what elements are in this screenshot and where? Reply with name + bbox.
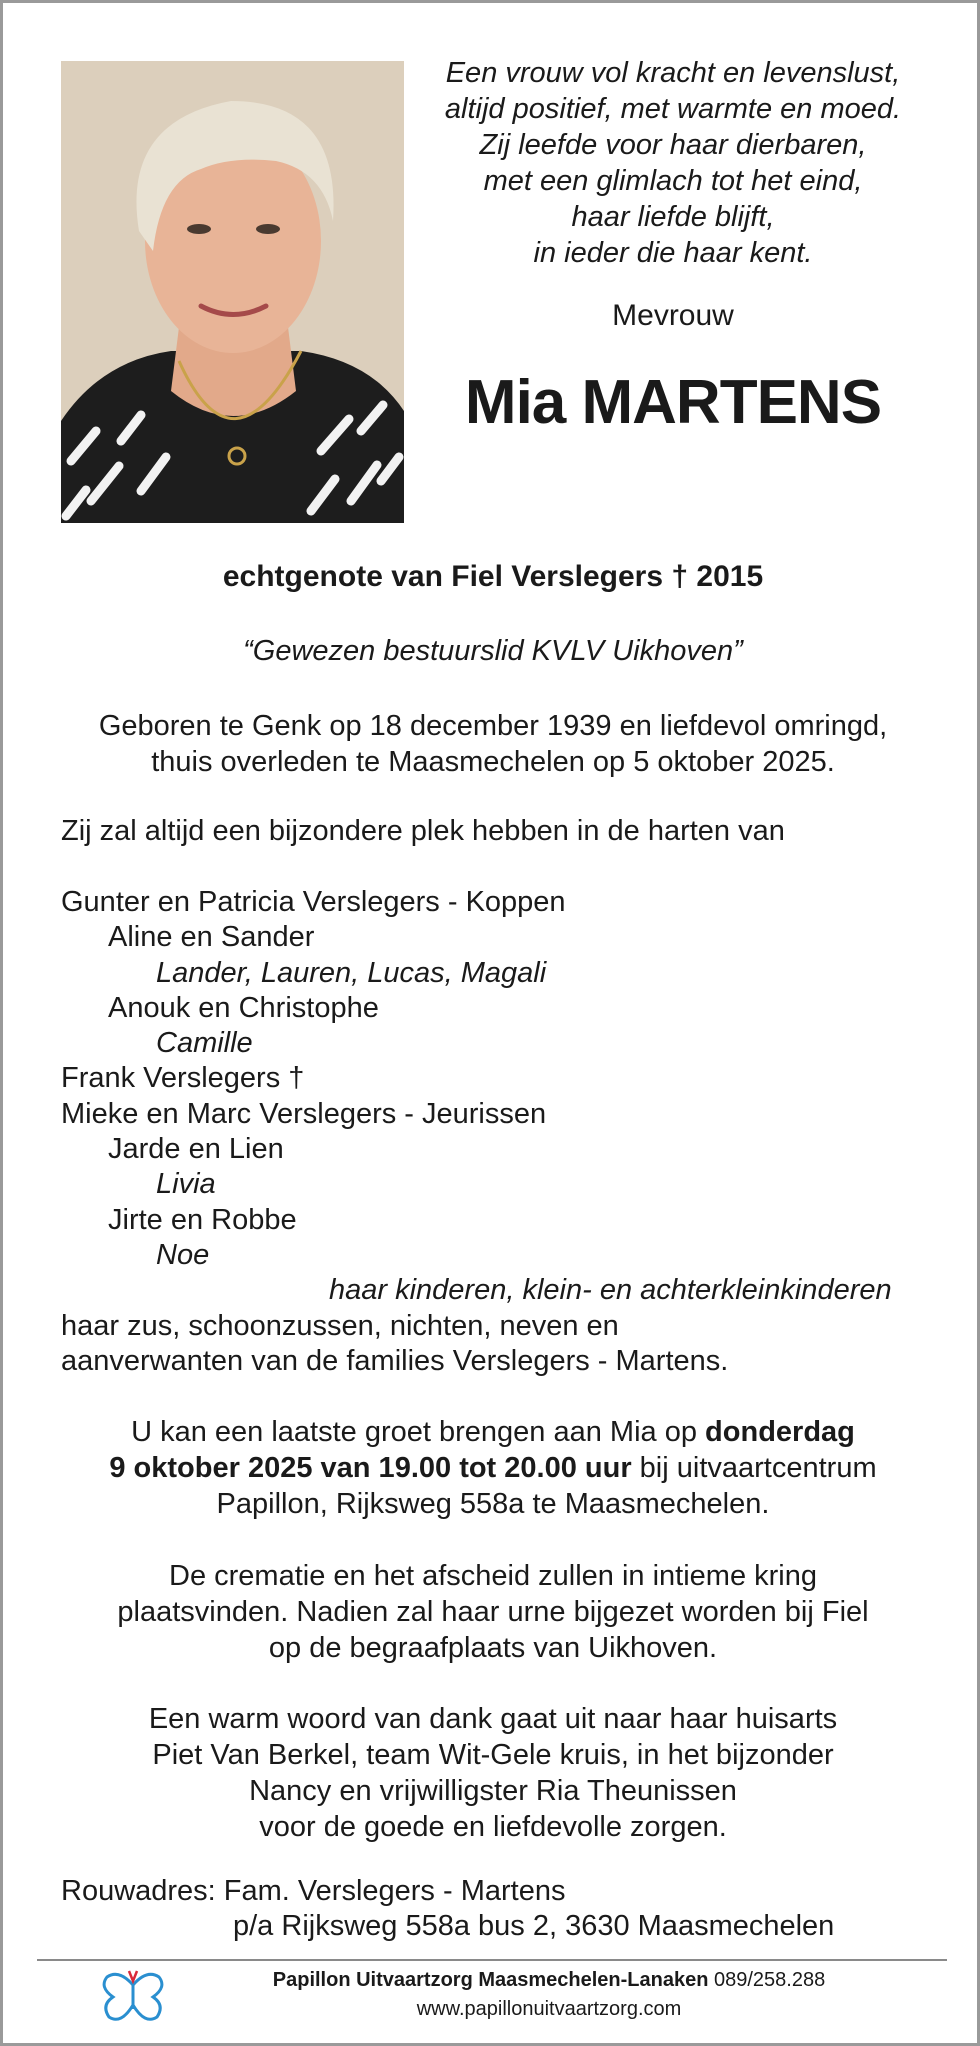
poem: [413, 55, 933, 271]
poem-line: haar liefde blijft,: [571, 201, 775, 233]
thanks-line: voor de goede en liefdevolle zorgen.: [259, 1811, 727, 1843]
death-line: thuis overleden te Maasmechelen op 5 oktober 2025.: [151, 746, 835, 778]
spouse-line: echtgenote van Fiel Verslegers † 2015: [222, 560, 764, 593]
family-intro: Zij zal altijd een bijzondere plek hebben in de harten van: [61, 815, 785, 847]
butterfly-logo-icon: [99, 1965, 167, 2029]
family-member: Livia: [156, 1168, 216, 1201]
thanks-text: [3, 1701, 980, 1845]
deceased-name: Mia MARTENS: [464, 368, 882, 437]
poem-line: Een vrouw vol kracht en levenslust,: [445, 57, 901, 89]
funeral-home-name: Papillon Uitvaartzorg Maasmechelen-Lanaken: [272, 1969, 709, 1991]
address-line: p/a Rijksweg 558a bus 2, 3630 Maasmechelen: [233, 1910, 835, 1943]
family-summary: haar kinderen, klein- en achterkleinkinderen: [329, 1274, 892, 1307]
family-member: Aline en Sander: [108, 921, 315, 954]
birth-line: Geboren te Genk op 18 december 1939 en liefdevol omringd,: [98, 710, 888, 742]
cremation-line: plaatsvinden. Nadien zal haar urne bijgezet worden bij Fiel: [117, 1596, 869, 1628]
family-member: Lander, Lauren, Lucas, Magali: [156, 956, 547, 989]
thanks-line: Piet Van Berkel, team Wit-Gele kruis, in het bijzonder: [152, 1739, 834, 1771]
funeral-home-phone: 089/258.288: [708, 1969, 826, 1991]
family-member: Camille: [156, 1027, 253, 1060]
thanks-line: Een warm woord van dank gaat uit naar haar huisarts: [148, 1703, 838, 1735]
family-member: Mieke en Marc Verslegers - Jeurissen: [61, 1097, 547, 1130]
visitation-info: [3, 1414, 980, 1522]
visitation-datetime: 9 oktober 2025 van 19.00 tot 20.00 uur: [109, 1452, 632, 1484]
cremation-line: De crematie en het afscheid zullen in intieme kring: [169, 1560, 817, 1592]
honorific: Mevrouw: [612, 299, 734, 332]
visitation-line: U kan een laatste groet brengen aan Mia op donderdag: [131, 1416, 855, 1448]
visitation-line: 9 oktober 2025 van 19.00 tot 20.00 uur bij uitvaartcentrum: [109, 1452, 877, 1484]
funeral-home-website[interactable]: www.papillonuitvaartzorg.com: [416, 1998, 682, 2020]
cremation-info: [3, 1558, 980, 1666]
family-extended: haar zus, schoonzussen, nichten, neven en: [61, 1309, 619, 1342]
family-member: Jarde en Lien: [108, 1133, 284, 1166]
birth-death-text: [3, 708, 980, 780]
family-list: [61, 885, 941, 1379]
motto: “Gewezen bestuurslid KVLV Uikhoven”: [243, 635, 743, 667]
address-line: Rouwadres: Fam. Verslegers - Martens: [61, 1875, 566, 1907]
poem-line: in ieder die haar kent.: [533, 237, 813, 269]
family-extended: aanverwanten van de families Verslegers - Martens.: [61, 1344, 729, 1377]
visitation-location: Papillon, Rijksweg 558a te Maasmechelen.: [216, 1488, 770, 1520]
family-member: Gunter en Patricia Verslegers - Koppen: [61, 886, 566, 918]
mourning-address: [61, 1874, 941, 1945]
cremation-line: op de begraafplaats van Uikhoven.: [268, 1632, 718, 1664]
family-member: Anouk en Christophe: [108, 991, 379, 1024]
funeral-home: [189, 1969, 909, 1992]
poem-line: Zij leefde voor haar dierbaren,: [479, 129, 867, 161]
family-member: Jirte en Robbe: [108, 1203, 297, 1236]
portrait-illustration: [61, 61, 404, 523]
footer-divider: [37, 1959, 947, 1961]
poem-line: altijd positief, met warmte en moed.: [444, 93, 902, 125]
visitation-day: donderdag: [705, 1416, 855, 1448]
portrait-photo: [61, 61, 404, 523]
poem-line: met een glimlach tot het eind,: [483, 165, 863, 197]
family-member: Noe: [156, 1238, 210, 1271]
thanks-line: Nancy en vrijwilligster Ria Theunissen: [249, 1775, 737, 1807]
family-member: Frank Verslegers †: [61, 1062, 305, 1095]
